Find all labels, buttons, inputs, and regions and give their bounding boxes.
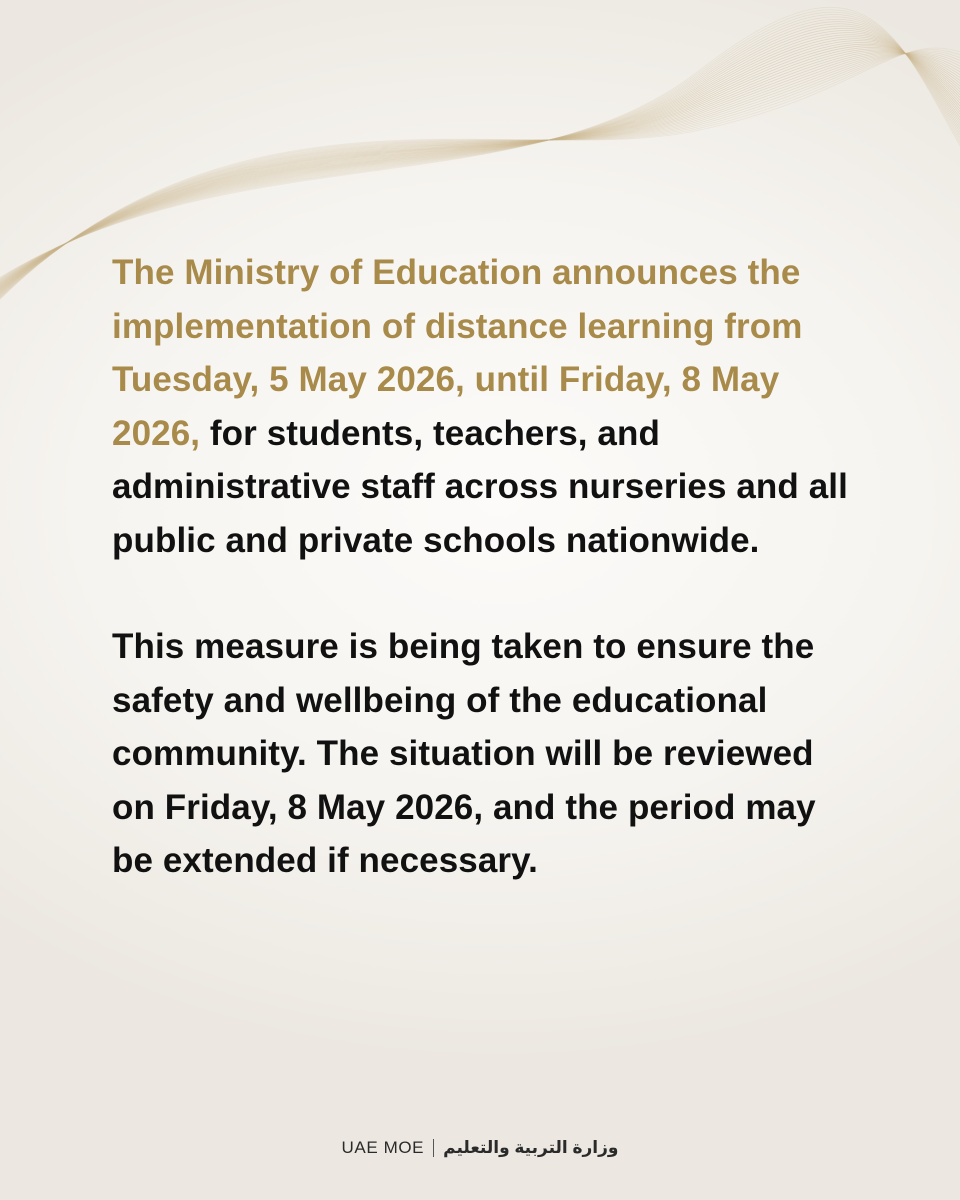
footer-arabic-label: وزارة التربية والتعليم — [443, 1138, 619, 1157]
announcement-paragraph-2: This measure is being taken to ensure the safety and wellbeing of the educational community. The situation will be reviewed on Friday, 8 May 2026, and the period may be extended if necessary. — [112, 627, 816, 880]
footer-english-label: UAE MOE — [341, 1138, 425, 1157]
footer-branding — [0, 1133, 960, 1163]
announcement-body — [112, 246, 852, 888]
announcement-details: for students, teachers, and administrative staff across nurseries and all public and private schools nationwide. — [112, 413, 848, 560]
announcement-paragraph-1 — [112, 246, 852, 567]
announcement-highlight: The Ministry of Education announces the implementation of distance learning from Tuesday, 5 May 2026, until Friday, 8 May 2026, — [112, 253, 803, 453]
footer-divider — [433, 1139, 434, 1157]
